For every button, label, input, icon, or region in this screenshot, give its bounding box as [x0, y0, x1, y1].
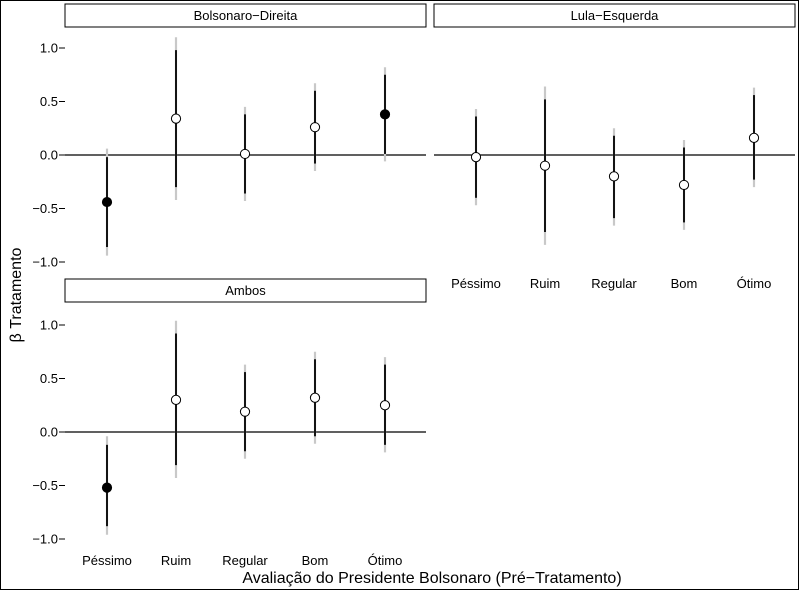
- y-tick-label: −0.5: [32, 201, 58, 216]
- panel-strip-lula: [434, 4, 795, 27]
- x-tick-label: Bom: [670, 276, 698, 291]
- estimate-point: [171, 114, 180, 123]
- estimate-point: [749, 133, 758, 142]
- x-tick-label: Ruim: [529, 276, 561, 291]
- y-tick-label: −0.5: [32, 478, 58, 493]
- x-tick-label: Regular: [222, 553, 268, 568]
- estimate-point: [240, 407, 249, 416]
- y-tick-label: 0.0: [39, 424, 58, 440]
- estimate-point: [102, 197, 111, 206]
- panel-title-lula: Lula−Esquerda: [570, 8, 659, 23]
- estimate-point: [171, 395, 180, 404]
- estimate-point: [380, 401, 389, 410]
- y-tick-label: 0.5: [39, 94, 58, 109]
- x-tick-label: Bom: [301, 553, 329, 568]
- y-tick-label: 0.5: [39, 371, 58, 386]
- panel-title-bolsonaro: Bolsonaro−Direita: [193, 8, 298, 23]
- y-tick-label: −1.0: [32, 254, 58, 270]
- estimate-point: [679, 180, 688, 189]
- panel-strip-ambos: [65, 279, 426, 302]
- estimate-point: [240, 149, 249, 158]
- estimate-point: [609, 172, 618, 181]
- y-tick-label: 1.0: [39, 40, 58, 56]
- y-tick-label: 0.0: [39, 147, 58, 163]
- estimate-point: [310, 393, 319, 402]
- x-tick-label: Ótimo: [736, 276, 772, 291]
- x-tick-label: Ruim: [160, 553, 192, 568]
- y-axis-title: β Tratamento: [8, 247, 25, 343]
- x-axis-title: Avaliação do Presidente Bolsonaro (Pré−Tratamento): [242, 570, 622, 587]
- estimate-point: [102, 483, 111, 492]
- x-tick-label: Ótimo: [367, 553, 403, 568]
- estimate-point: [471, 153, 480, 162]
- estimate-point: [310, 123, 319, 132]
- x-tick-label: Péssimo: [82, 553, 132, 568]
- x-tick-label: Regular: [591, 276, 637, 291]
- x-tick-label: Péssimo: [451, 276, 501, 291]
- panel-strip-bolsonaro: [65, 4, 426, 27]
- estimate-point: [540, 161, 549, 170]
- panel-title-ambos: Ambos: [225, 283, 266, 298]
- estimate-point: [380, 110, 389, 119]
- y-tick-label: 1.0: [39, 317, 58, 333]
- y-tick-label: −1.0: [32, 531, 58, 547]
